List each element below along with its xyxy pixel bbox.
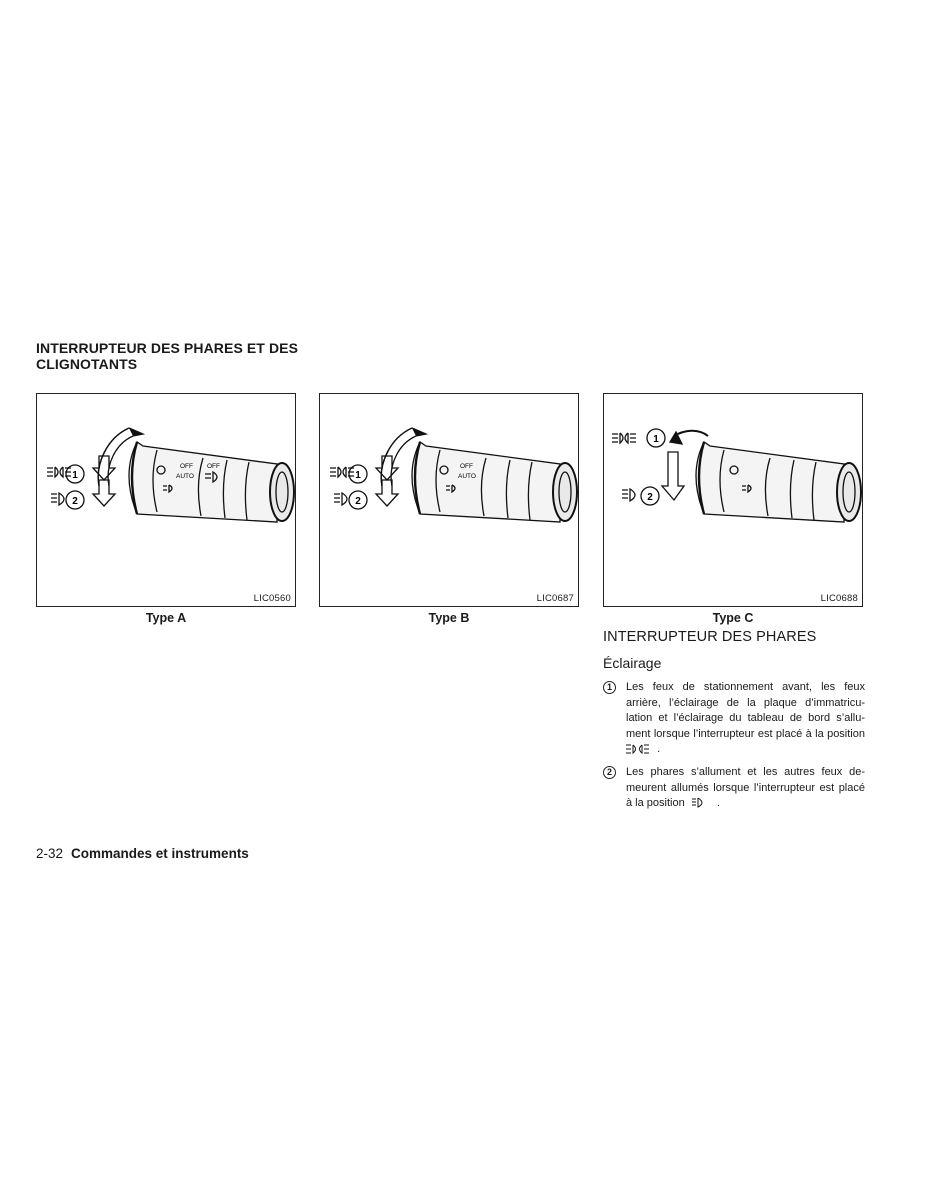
figure-type-b [319, 393, 579, 607]
item-number: 1 [603, 681, 616, 694]
list-item [603, 765, 865, 812]
marker-2: 2 [355, 496, 361, 507]
lighting-switch-illustration [604, 394, 864, 608]
section-title: INTERRUPTEUR DES PHARES ET DES CLIGNOTANTS [36, 340, 299, 372]
headlight-icon [688, 798, 714, 808]
item-text: Les feux de stationnement avant, les feux arrière, l’éclairage de la plaque d’immatricu-lation et l’éclairage du tableau de bord s’allu-ment lorsque l’interrupteur est placé à la position [626, 681, 865, 740]
page-footer [36, 846, 249, 861]
item-suffix: . [716, 797, 720, 809]
subsection-subtitle: Éclairage [603, 655, 662, 671]
caption-type-a: Type A [145, 611, 187, 625]
dial-label-auto: AUTO [458, 473, 476, 480]
dial-label-off-2: OFF [207, 463, 220, 470]
marker-1: 1 [72, 470, 78, 481]
figure-type-a [36, 393, 296, 607]
figure-code: LIC0687 [536, 593, 574, 604]
figure-code: LIC0560 [253, 593, 291, 604]
chapter-title: Commandes et instruments [71, 846, 249, 861]
item-suffix: . [657, 743, 661, 755]
dial-label-off: OFF [460, 463, 473, 470]
figure-code: LIC0688 [820, 593, 858, 604]
lighting-switch-illustration [320, 394, 580, 608]
caption-type-b: Type B [428, 611, 470, 625]
caption-type-c: Type C [712, 611, 754, 625]
list-item [603, 680, 865, 758]
marker-2: 2 [72, 496, 78, 507]
subsection-title: INTERRUPTEUR DES PHARES [603, 629, 817, 645]
marker-1: 1 [653, 434, 659, 445]
marker-2: 2 [647, 492, 653, 503]
marker-1: 1 [355, 470, 361, 481]
page-number: 2-32 [36, 846, 64, 861]
lighting-switch-illustration [37, 394, 297, 608]
dial-label-off: OFF [180, 463, 193, 470]
parking-light-icon [626, 744, 654, 754]
figure-type-c [603, 393, 863, 607]
dial-label-auto: AUTO [176, 473, 194, 480]
item-number: 2 [603, 766, 616, 779]
item-text: Les phares s’allument et les autres feux de-meurent allumés lorsque l’interrupteur est placé à la position [626, 766, 865, 809]
